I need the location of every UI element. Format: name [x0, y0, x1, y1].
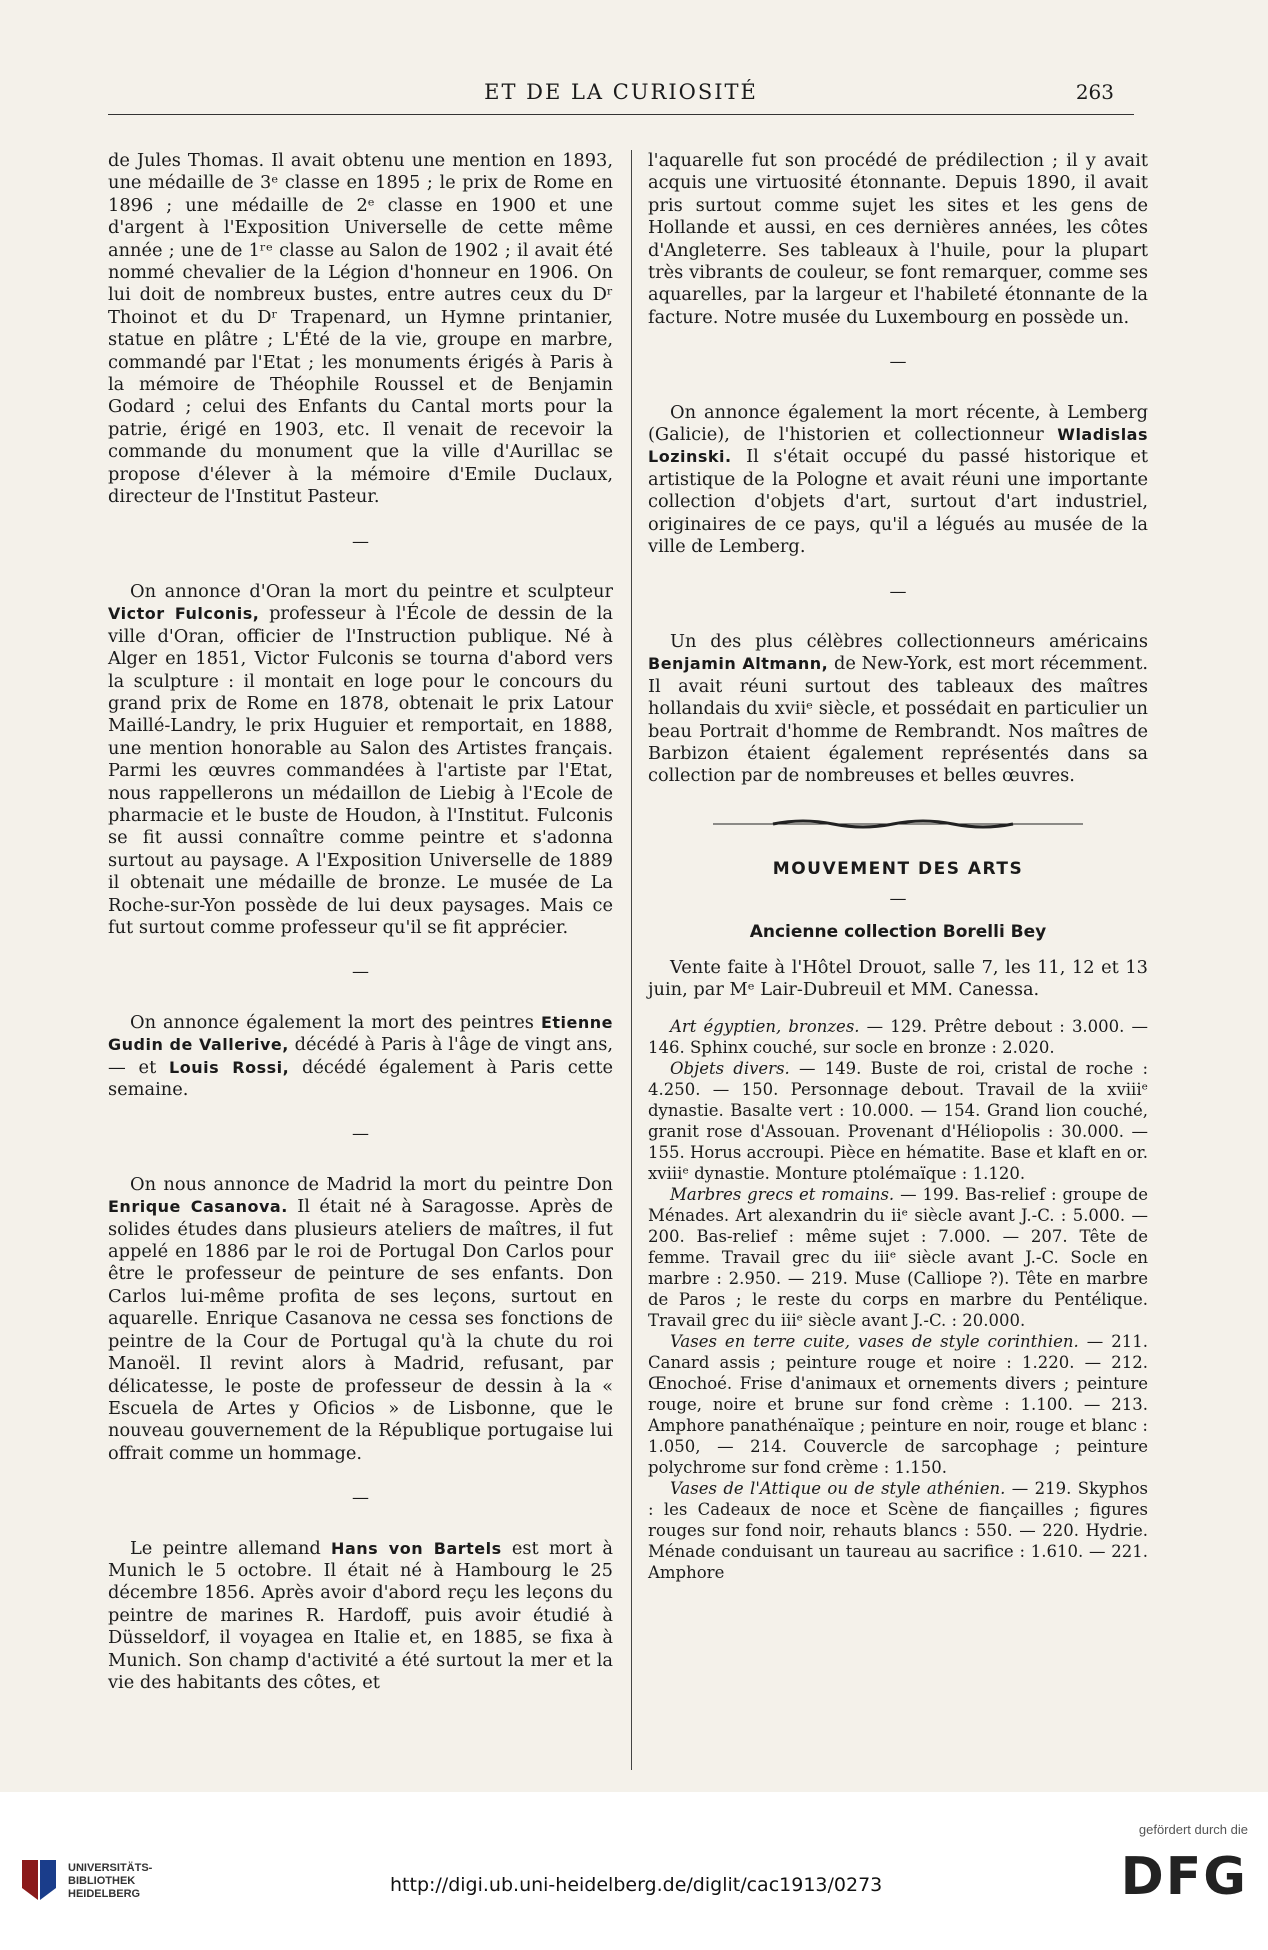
separator-dash: — [352, 962, 369, 983]
person-name: Hans von Bartels [331, 1538, 502, 1558]
funding-label: gefördert durch die [1138, 1822, 1248, 1837]
separator-dash: — [889, 581, 907, 602]
catalog-entry [648, 1016, 1148, 1058]
catalog-heading: Marbres grecs et romains. [670, 1184, 895, 1204]
paragraph-bartels [108, 1538, 613, 1695]
separator-dash: — [352, 1124, 369, 1145]
separator-dash: — [352, 1488, 369, 1509]
person-name: Enrique Casanova. [108, 1197, 288, 1217]
catalog-text: — 149. Buste de roi, cristal de roche : 4.250. — 150. Personnage debout. Travail de la xviiiᵉ dynastie. Basalte vert : 10.000. — 154. Grand lion couché, granit rose d'Assouan. Provenant d'Héliopolis : 30.000. — 155. Horus accroupi. Pièce en hématite. Base et klaft en or. xviiiᵉ dynastie. Monture ptolémaïque : 1.120. [648, 1058, 1149, 1183]
person-name: Benjamin Altmann, [648, 654, 829, 674]
person-name: Victor Fulconis, [108, 604, 260, 624]
catalog-heading: Vases en terre cuite, vases de style corinthien. [670, 1331, 1079, 1351]
paragraph-lozinski [648, 402, 1148, 559]
catalog-text: — 219. Skyphos : les Cadeaux de noce et Scène de fiançailles ; figures rouges sur fond noir, rehauts blancs : 550. — 220. Hydrie. Ménade conduisant un taureau au sacrifice : 1.610. — 221. Amphore [648, 1478, 1148, 1582]
dfg-logo[interactable] [1078, 1822, 1248, 1932]
text: décédé également à Paris cette semaine. [108, 1056, 614, 1101]
text: professeur à l'École de dessin de la ville d'Oran, officier de l'Instruction publique. Né à Alger en 1851, Victor Fulconis se tourna d'abord vers la sculpture : il montait en loge pour le concours du grand prix de Rome en 1878, obtenait le prix Latour Maillé-Landry, le prix Huguier et remportait, en 1888, une mention honorable au Salon des Artistes français. Parmi les œuvres commandées à l'artiste par l'Etat, nous rappellerons un médaillon de Liebig à l'Ecole de pharmacie et le buste de Houdon, à l'Institut. Fulconis se fit aussi connaître comme peintre et s'adonna surtout au paysage. A l'Exposition Universelle de 1889 il obtenait une médaille de bronze. Le musée de La Roche-sur-Yon possède de lui deux paysages. Mais ce fut surtout comme professeur qu'il se fit apprécier. [108, 603, 613, 938]
catalog-entry [648, 1478, 1148, 1583]
text: Il s'était occupé du passé historique et artistique de la Pologne et avait réuni une importante collection d'objets d'art, surtout d'art industriel, originaires de ce pays, qu'il a légués au musée de la ville de Lemberg. [648, 446, 1148, 558]
text: On annonce également la mort des peintres [130, 1011, 534, 1033]
text: On nous annonce de Madrid la mort du peintre Don [130, 1173, 613, 1195]
section-title: MOUVEMENT DES ARTS [772, 858, 1024, 879]
viewer-footer [0, 1792, 1268, 1950]
text: de New-York, est mort récemment. Il avait réuni surtout des tableaux des maîtres hollandais du xviiᵉ siècle, et possédait en particulier un beau Portrait d'homme de Rembrandt. Nos maîtres de Barbizon étaient également représentés dans sa collection par de nombreuses et belles œuvres. [648, 653, 1148, 787]
library-logo[interactable] [20, 1852, 200, 1912]
left-column [108, 150, 613, 1694]
paragraph-altmann [648, 631, 1148, 788]
catalog-entry [648, 1331, 1148, 1478]
text: est mort à Munich le 5 octobre. Il était né à Hambourg le 25 décembre 1856. Après avoir d'abord reçu les leçons du peintre de marines R. Hardoff, puis avoir étudié à Düsseldorf, il voyagea en Italie et, en 1885, se fixa à Munich. Son champ d'activité a été surtout la mer et la vie des habitants des côtes, et [108, 1537, 613, 1693]
header-title: ET DE LA CURIOSITÉ [484, 80, 758, 104]
subsection-title: Ancienne collection Borelli Bey [749, 921, 1047, 942]
library-line: UNIVERSITÄTS- [68, 1862, 153, 1874]
page-number: 263 [1075, 80, 1114, 104]
sale-info: Vente faite à l'Hôtel Drouot, salle 7, les 11, 12 et 13 juin, par Mᵉ Lair-Dubreuil et MM. Canessa. [648, 956, 1148, 1001]
source-url-link[interactable]: http://digi.ub.uni-heidelberg.de/diglit/cac1913/0273 [390, 1874, 883, 1896]
library-line: BIBLIOTHEK [68, 1875, 136, 1887]
catalog-heading: Vases de l'Attique ou de style athénien. [670, 1478, 1006, 1498]
separator-dash: — [889, 889, 907, 910]
text: On annonce également la mort récente, à Lemberg (Galicie), de l'historien et collectionneur [648, 401, 1148, 446]
paragraph-casanova [108, 1174, 613, 1465]
separator-dash: — [889, 352, 907, 373]
text: Le peintre allemand [130, 1537, 321, 1559]
catalog-entry [648, 1184, 1148, 1331]
person-name: Louis Rossi, [169, 1057, 290, 1077]
paragraph-gudin-rossi [108, 1012, 613, 1102]
paragraph-bartels-cont: l'aquarelle fut son procédé de prédilection ; il y avait acquis une virtuosité étonnante. Depuis 1890, il avait pris surtout comme sujet les sites et les gens de Hollande et aussi, en ces dernières années, les côtes d'Angleterre. Ses tableaux à l'huile, pour la plupart très vibrants de couleur, se font remarquer, comme ses aquarelles, par la largeur et l'habileté étonnante de la facture. Notre musée du Luxembourg en possède un. [648, 150, 1148, 328]
text: On annonce d'Oran la mort du peintre et sculpteur [130, 580, 613, 602]
running-header [108, 80, 1134, 115]
text: décédé à Paris à l'âge de vingt ans, — et [108, 1034, 614, 1078]
catalog-heading: Art égyptien, bronzes. [670, 1016, 860, 1036]
text: Il était né à Saragosse. Après de solides études dans plusieurs ateliers de maîtres, il fut appelé en 1886 par le roi de Portugal Don Carlos pour être le professeur de peinture de ses enfants. Don Carlos lui-même profita de ses leçons, surtout en aquarelle. Enrique Casanova ne cessa ses fonctions de peintre de la Cour de Portugal qu'à la chute du roi Manoël. Il revint alors à Madrid, refusant, par délicatesse, le poste de professeur de dessin à la « Escuela de Artes y Oficios » de Lisbonne, que le nouveau gouvernement de la République portugaise lui offrait comme un hommage. [108, 1196, 613, 1464]
catalog-text: — 199. Bas-relief : groupe de Ménades. Art alexandrin du iiᵉ siècle avant J.-C. : 5.000. — 200. Bas-relief : même sujet : 7.000. — 207. Tête de femme. Travail grec du iiiᵉ siècle avant J.-C. Socle en marbre : 2.950. — 219. Muse (Calliope ?). Tête en marbre de Paros ; le reste du corps en marbre du Pentélique. Travail grec du iiiᵉ siècle avant J.-C. : 20.000. [648, 1184, 1148, 1330]
library-name [68, 1862, 152, 1901]
person-name: Etienne Gudin de Vallerive, [108, 1012, 613, 1055]
right-column [648, 150, 1148, 1583]
paragraph-thomas: de Jules Thomas. Il avait obtenu une mention en 1893, une médaille de 3ᵉ classe en 1895 ; le prix de Rome en 1896 ; une médaille de 2ᵉ classe en 1900 et une d'argent à l'Exposition Universelle de cette même année ; une de 1ʳᵉ classe au Salon de 1902 ; il avait été nommé chevalier de la Légion d'honneur en 1906. On lui doit de nombreux bustes, entre autres ceux du Dʳ Thoinot et du Dʳ Trapenard, un Hymne printanier, statue en plâtre ; L'Été de la vie, groupe en marbre, commandé par l'Etat ; les monuments érigés à Paris à la mémoire de Théophile Roussel et de Benjamin Godard ; celui des Enfants du Cantal morts pour la patrie, érigé en 1903, etc. Il venait de recevoir la commande du monument que la ville d'Aurillac se propose d'élever à la mémoire d'Emile Duclaux, directeur de l'Institut Pasteur. [108, 150, 613, 508]
text: Un des plus célèbres collectionneurs américains [670, 630, 1148, 652]
university-seal-icon [20, 1858, 58, 1902]
ornament-divider [713, 818, 1083, 830]
catalog-text: — 211. Canard assis ; peinture rouge et noire : 1.220. — 212. Œnochoé. Frise d'animaux et ornements divers ; peinture rouge, noire et brune sur fond crème : 1.100. — 213. Amphore panathénaïque ; peinture en noir, rouge et blanc : 1.050, — 214. Couvercle de sarcophage ; peinture polychrome sur fond crème : 1.150. [648, 1331, 1149, 1477]
dfg-wordmark: DFG [1120, 1847, 1248, 1907]
catalog-text: — 129. Prêtre debout : 3.000. — 146. Sphinx couché, sur socle en bronze : 2.020. [648, 1016, 1149, 1057]
catalog-entry [648, 1058, 1148, 1184]
column-divider [631, 150, 632, 1770]
paragraph-fulconis [108, 581, 613, 940]
library-line: HEIDELBERG [68, 1888, 141, 1900]
catalog-heading: Objets divers. [670, 1058, 790, 1078]
separator-dash: — [352, 531, 369, 552]
person-name: Wladislas Lozinski. [648, 425, 1148, 467]
